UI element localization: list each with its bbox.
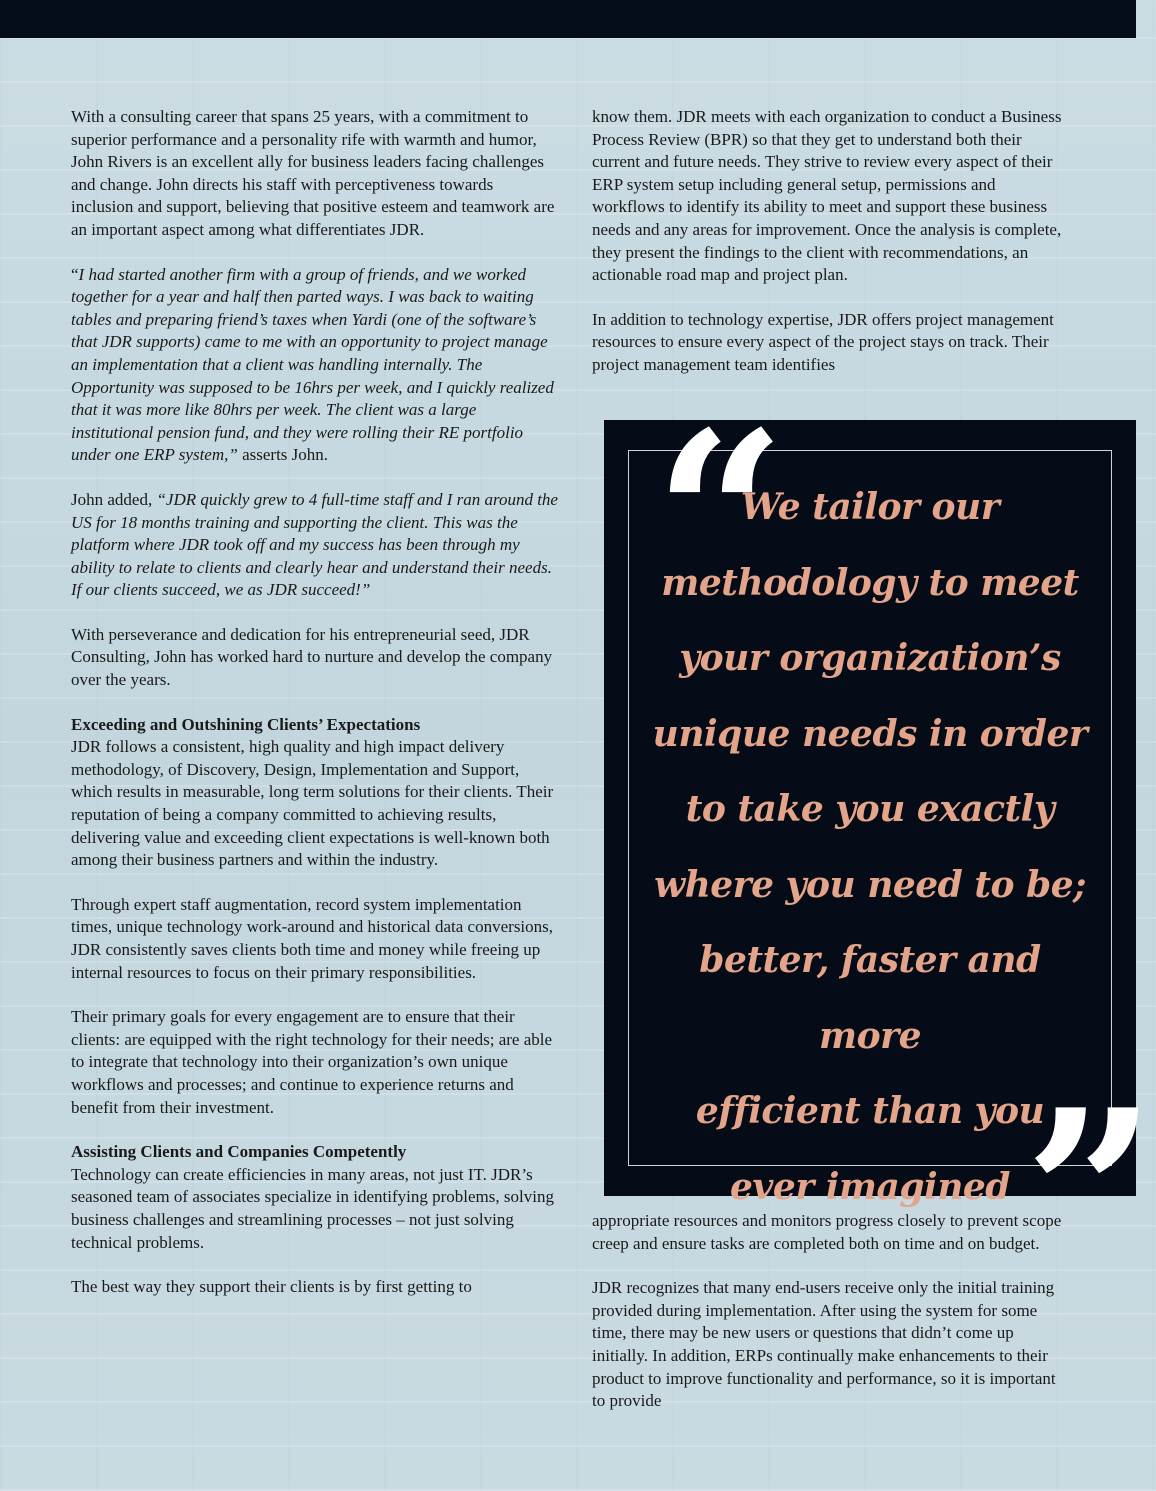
pull-quote-line: where you need to be; [654, 863, 1086, 906]
section [71, 1141, 559, 1254]
pull-quote-line: efficient than you [695, 1090, 1045, 1132]
section-heading: Assisting Clients and Companies Competently [71, 1142, 407, 1162]
attribution: asserts John. [237, 445, 329, 465]
pull-quote-line: We tailor our [740, 486, 1000, 528]
right-column-bottom [592, 1210, 1067, 1435]
section-body: Technology can create efficiencies in many areas, not just IT. JDR’s seasoned team of associates specialize in identifying problems, solving business challenges and streamlining processes – not just solving technical problems. [71, 1164, 554, 1252]
paragraph: Through expert staff augmentation, record system implementation times, unique technology work-around and historical data conversions, JDR consistently saves clients both time and money while freeing up internal resources to focus on their primary responsibilities. [71, 894, 554, 982]
open-quote: “ [71, 264, 79, 284]
paragraph-quote [71, 489, 559, 602]
pull-quote-line: methodology to meet [661, 561, 1079, 604]
paragraph: know them. JDR meets with each organization to conduct a Business Process Review (BPR) so that they get to understand both their current and future needs. They strive to review every aspect of their ERP system setup including general setup, permissions and workflows to identify its ability to meet and support these business needs and any areas for improvement. Once the analysis is complete, they present the findings to the client with recommendations, an actionable road map and project plan. [592, 107, 1062, 285]
section [71, 714, 559, 872]
paragraph: With a consulting career that spans 25 years, with a commitment to superior performance and a personality rife with warmth and humor, John Rivers is an excellent ally for business leaders facing challenges and change. John directs his staff with perceptiveness towards inclusion and support, believing that positive esteem and teamwork are an important aspect among what differentiates JDR. [71, 107, 555, 239]
right-column-top [592, 106, 1067, 399]
open-quote-icon: “ [654, 382, 787, 652]
pull-quote-line: unique needs in order [652, 712, 1088, 755]
quote-text: I had started another firm with a group of friends, and we worked together for a year and half then parted ways. I was back to waiting tables and preparing friend’s taxes when Yardi (one of the software’s that JDR supports) came to me with an opportunity to project manage an implementation that a client was handling internally. The Opportunity was supposed to be 16hrs per week, and I quickly realized that it was more like 80hrs per week. The client was a large institutional pension fund, and they were rolling their RE portfolio under one ERP system,” [71, 264, 554, 465]
paragraph: Their primary goals for every engagement are to ensure that their clients: are equipped with the right technology for their needs; are able to integrate that technology into their organization’s own unique workflows and processes; and continue to experience returns and benefit from their investment. [71, 1007, 553, 1117]
pull-quote-line: better, faster and more [699, 939, 1041, 1057]
paragraph-quote [71, 264, 559, 467]
section-body: JDR follows a consistent, high quality and high impact delivery methodology, of Discovery, Design, Implementation and Support, which results in measurable, long term solutions for their clients. Their reputation of being a company committed to achieving results, delivering value and exceeding client expectations is well-known both among their business partners and within the industry. [71, 737, 554, 870]
lead-text: John added, [71, 489, 157, 509]
paragraph: In addition to technology expertise, JDR offers project management resources to ensure every aspect of the project stays on track. Their project management team identifies [592, 309, 1054, 374]
paragraph: The best way they support their clients is by first getting to [71, 1277, 472, 1297]
paragraph: appropriate resources and monitors progress closely to prevent scope creep and ensure tasks are completed both on time and on budget. [592, 1211, 1062, 1253]
quote-text: “JDR quickly grew to 4 full-time staff and I ran around the US for 18 months training and supporting the client. This was the platform where JDR took off and my success has been through my ability to relate to clients and clearly hear and understand their needs. If our clients succeed, we as JDR succeed!” [71, 489, 558, 600]
top-band [0, 0, 1136, 38]
paragraph: With perseverance and dedication for his entrepreneurial seed, JDR Consulting, John has worked hard to nurture and develop the company over the years. [71, 624, 553, 690]
paragraph: JDR recognizes that many end-users receive only the initial training provided during implementation. After using the system for some time, there may be new users or questions that didn’t come up initially. In addition, ERPs continually make enhancements to their product to improve functionality and performance, so it is important to provide [592, 1278, 1056, 1411]
pull-quote-line: to take you exactly [685, 788, 1055, 830]
left-column [71, 106, 559, 1321]
pull-quote-line: your organization’s [679, 637, 1061, 679]
pull-quote-line: ever imagined [730, 1165, 1010, 1208]
section-heading: Exceeding and Outshining Clients’ Expectations [71, 714, 421, 734]
close-quote-icon: ” [1024, 1060, 1156, 1330]
